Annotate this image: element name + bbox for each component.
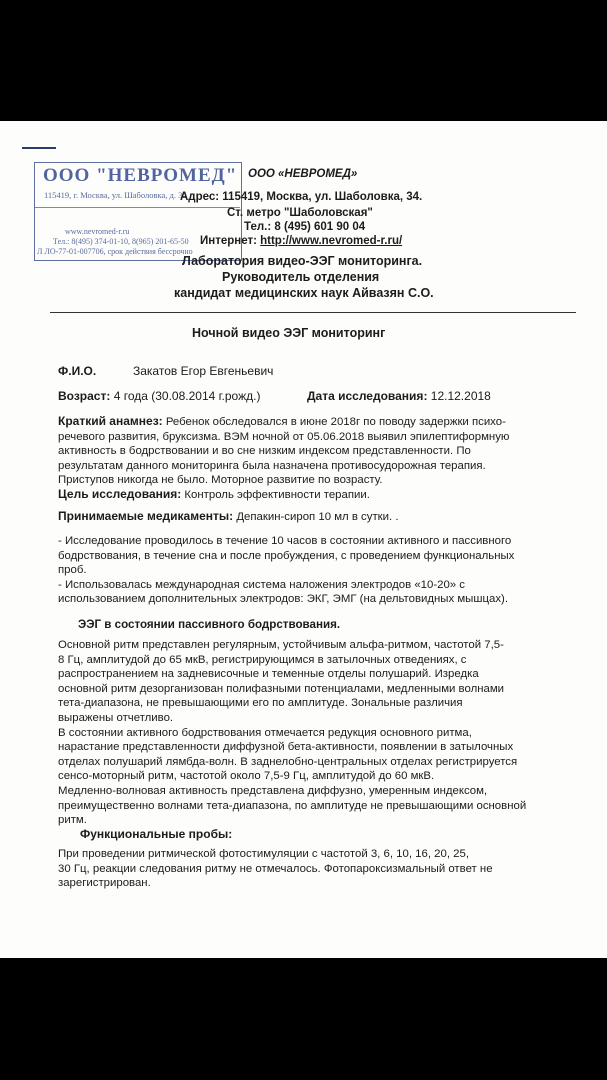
age-row [58,389,260,403]
header-candidate: кандидат медицинских наук Айвазян С.О. [174,286,434,300]
passive-line: 8 Гц, амплитудой до 65 мкВ, регистрирующимся в затылочных отведениях, с [58,653,467,666]
anamnesis-line: речевого развития, бруксизма. ВЭМ ночной от 05.06.2018 выявил эпилептиформную [58,430,510,443]
header-metro: Ст. метро "Шаболовская" [227,207,373,219]
header-address: Адрес: 115419, Москва, ул. Шаболовка, 34. [180,191,423,203]
passive-line: В состоянии активного бодрствования отмечается редукция основного ритма, [58,726,472,739]
website-link[interactable]: http://www.nevromed-r.ru/ [260,235,403,247]
functional-line: 30 Гц, реакции следования ритму не отмечалось. Фотопароксизмальный ответ не [58,862,493,875]
anamnesis-line: активность в бодрствовании и во сне низким индексом представленности. По [58,445,471,458]
anamnesis-line: Ребенок обследовался в июне 2018г по поводу задержки психо- [162,416,506,428]
stamp-divider [35,207,240,208]
header-company: ООО «НЕВРОМЕД» [248,168,358,180]
date-row [307,389,491,403]
anamnesis-line: результатам данного мониторинга была назначена противосудорожная терапия. [58,459,486,472]
header-head: Руководитель отделения [222,270,380,284]
pen-mark [22,147,56,149]
header-internet [200,235,402,247]
stamp-address: 115419, г. Москва, ул. Шаболовка, д. 34 [44,190,187,200]
passive-line: выражены отчетливо. [58,711,174,724]
document-title: Ночной видео ЭЭГ мониторинг [192,326,386,340]
method-line: - Использовалась международная система наложения электродов «10-20» с [58,578,465,591]
date-value: 12.12.2018 [430,389,491,403]
stamp-phone: Тел.: 8(495) 374-01-10, 8(965) 201-65-50 [53,237,189,246]
functional-tests-block [58,847,556,891]
goal-label: Цель исследования: [58,487,182,501]
method-line: бодрствования, в течение сна и после пробуждения, с проведением функциональных [58,549,515,562]
internet-label: Интернет: [200,235,257,247]
meds-value: Депакин-сироп 10 мл в сутки. . [233,511,399,523]
anamnesis-line: Приступов никогда не было. Моторное развитие по возрасту. [58,474,383,487]
date-label: Дата исследования: [307,389,428,403]
method-block [58,534,556,607]
passive-line: основной ритм дезорганизован полифазными потенциалами, медленными волнами [58,682,505,695]
passive-line: преимущественно волнами тета-диапазона, по амплитуде не превышающими основной [58,799,527,812]
stamp-title: ООО "НЕВРОМЕД" [43,165,238,186]
meds-label: Принимаемые медикаменты: [58,509,234,523]
header-lab: Лаборатория видео-ЭЭГ мониторинга. [182,254,423,268]
age-value: 4 года (30.08.2014 г.рожд.) [113,389,261,403]
passive-line: Медленно-волновая активность представлена диффузно, умеренным индексом, [58,784,488,797]
goal-row [58,487,556,503]
functional-tests-heading: Функциональные пробы: [80,827,233,841]
passive-block [58,638,556,828]
anamnesis [58,414,556,488]
passive-line: Основной ритм представлен регулярным, устойчивым альфа-ритмом, частотой 7,5- [58,639,504,651]
age-label: Возраст: [58,389,111,403]
fio-value: Закатов Егор Евгеньевич [133,364,274,378]
passive-line: отделах полушарий лямбда-волн. В заднелобно-центральных отделах регистрируется [58,755,518,768]
method-line: проб. [58,564,87,577]
header-phone: Тел.: 8 (495) 601 90 04 [244,221,366,233]
passive-line: нарастание представленности диффузной бета-активности, появлении в затылочных [58,741,514,754]
anamnesis-label: Краткий анамнез: [58,414,163,428]
stamp-license: Л ЛО-77-01-007706, срок действия бессрочно [37,247,193,256]
method-line: использованием дополнительных электродов: ЭКГ, ЭМГ (на дельтовидных мышцах). [58,593,509,606]
stamp-site: www.nevromed-r.ru [65,227,130,236]
document-page [0,121,607,958]
passive-line: ритм. [58,814,87,827]
functional-line: При проведении ритмической фотостимуляции с частотой 3, 6, 10, 16, 20, 25, [58,848,470,860]
meds-row [58,509,556,525]
passive-line: распространением на задневисочные и теменные отделы полушарий. Изредка [58,668,479,681]
passive-line: сенсо-моторный ритм, частотой около 7,5-9 Гц, амплитудой до 60 мкВ. [58,770,435,783]
method-line: - Исследование проводилось в течение 10 часов в состоянии активного и пассивного [58,535,512,547]
functional-line: зарегистрирован. [58,877,151,890]
passive-line: тета-диапазона, не превышающими его по амплитуде. Зональные различия [58,697,463,710]
goal-value: Контроль эффективности терапии. [181,489,370,501]
header-divider [50,312,576,313]
passive-heading: ЭЭГ в состоянии пассивного бодрствования. [78,618,341,631]
fio-label: Ф.И.О. [58,364,97,378]
